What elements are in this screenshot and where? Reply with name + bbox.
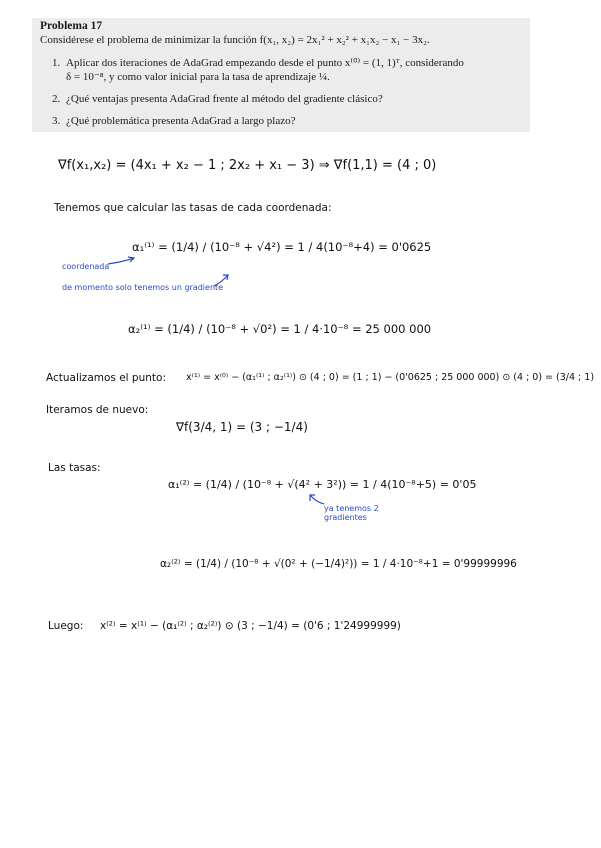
iterate-label: Iteramos de nuevo: bbox=[46, 404, 149, 416]
item-text: ¿Qué ventajas presenta AdaGrad frente al método del gradiente clásico? bbox=[66, 93, 383, 105]
arrow-icon bbox=[106, 256, 138, 268]
final-label: Luego: bbox=[48, 620, 84, 632]
arrow-icon bbox=[212, 272, 232, 288]
problem-title: Problema 17 bbox=[40, 20, 103, 32]
alpha1-second: α₁⁽²⁾ = (1/4) / (10⁻⁸ + √(4² + 3²)) = 1 / 4(10⁻⁸+5) = 0'05 bbox=[168, 478, 477, 491]
item-number: 3. bbox=[52, 115, 61, 127]
gradient-general: ∇f(x₁,x₂) = (4x₁ + x₂ − 1 ; 2x₂ + x₁ − 3) ⇒ ∇f(1,1) = (4 ; 0) bbox=[58, 158, 437, 173]
final-equation: x⁽²⁾ = x⁽¹⁾ − (α₁⁽²⁾ ; α₂⁽²⁾) ⊙ (3 ; −1/4) = (0'6 ; 1'24999999) bbox=[100, 620, 401, 632]
rates-heading: Tenemos que calcular las tasas de cada coordenada: bbox=[54, 202, 332, 214]
alpha2-second: α₂⁽²⁾ = (1/4) / (10⁻⁸ + √(0² + (−1/4)²)) = 1 / 4·10⁻⁸+1 = 0'99999996 bbox=[160, 558, 517, 570]
rates-label: Las tasas: bbox=[48, 462, 101, 474]
problem-statement: Considérese el problema de minimizar la función f(x₁, x₂) = 2x₁² + x₂² + x₁x₂ − x₁ − 3x₂. bbox=[40, 34, 430, 46]
item-number: 2. bbox=[52, 93, 61, 105]
note-dos-gradientes: ya tenemos 2 gradientes bbox=[324, 504, 379, 522]
item-number: 1. bbox=[52, 57, 61, 69]
item-text: Aplicar dos iteraciones de AdaGrad empezando desde el punto x⁽⁰⁾ = (1, 1)ᵀ, considerando bbox=[66, 57, 464, 69]
note-un-gradiente: de momento solo tenemos un gradiente bbox=[62, 283, 224, 292]
problem-item-3 bbox=[52, 115, 295, 127]
alpha2-first: α₂⁽¹⁾ = (1/4) / (10⁻⁸ + √0²) = 1 / 4·10⁻⁸ = 25 000 000 bbox=[128, 322, 432, 336]
problem-item-2 bbox=[52, 93, 383, 105]
update-label: Actualizamos el punto: bbox=[46, 372, 166, 384]
item-text: ¿Qué problemática presenta AdaGrad a largo plazo? bbox=[66, 115, 296, 127]
gradient-new: ∇f(3/4, 1) = (3 ; −1/4) bbox=[176, 420, 308, 434]
alpha1-first: α₁⁽¹⁾ = (1/4) / (10⁻⁸ + √4²) = 1 / 4(10⁻⁸+4) = 0'0625 bbox=[132, 240, 432, 254]
problem-item-1-cont: δ = 10⁻⁸, y como valor inicial para la tasa de aprendizaje ¼. bbox=[66, 71, 330, 83]
arrow-icon bbox=[306, 492, 326, 506]
problem-item-1 bbox=[52, 56, 464, 69]
note-coordenada: coordenada bbox=[62, 262, 110, 271]
update-equation: x⁽¹⁾ = x⁽⁰⁾ − (α₁⁽¹⁾ ; α₂⁽¹⁾) ⊙ (4 ; 0) = (1 ; 1) − (0'0625 ; 25 000 000) ⊙ (4 ; 0) = (3/4 ; 1) bbox=[186, 372, 595, 383]
